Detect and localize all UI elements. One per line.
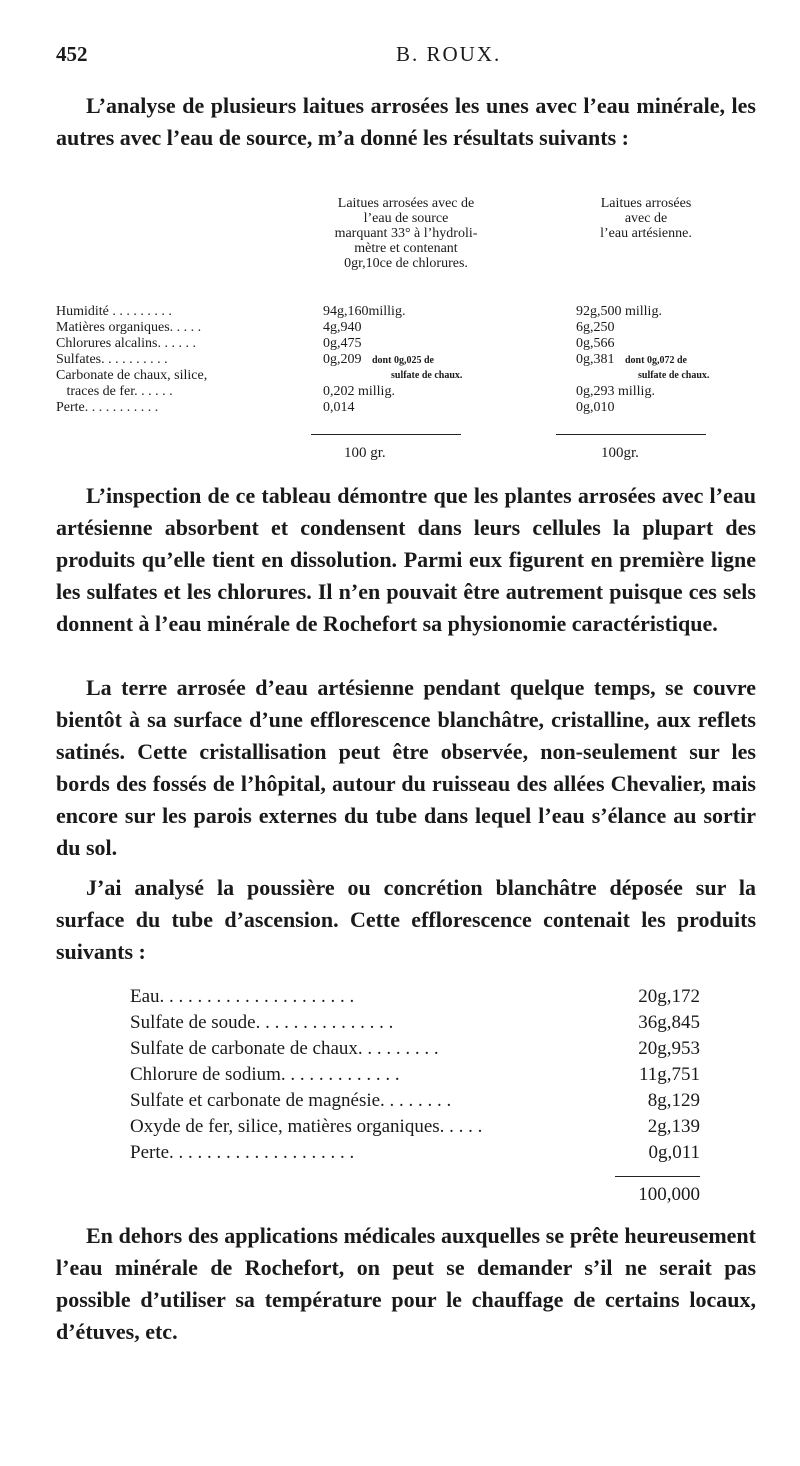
row-label: Humidité . . . . . . . . . [56,304,172,319]
page-number: 452 [56,42,88,66]
row-value-artesian-text: 0g,381 [576,352,615,367]
row-value: 20g,953 [638,1038,700,1059]
row-note: dont 0g,072 de [625,355,687,366]
running-title: B. ROUX. [396,42,502,66]
table1-rule-artesian [556,434,706,435]
row-value-source-text: 0g,209 [323,352,362,367]
row-label: Sulfate et carbonate de magnésie. . . . . . . . [130,1090,452,1111]
paragraph-inspection [56,480,756,640]
row-note: sulfate de chaux. [638,370,710,381]
table-row [130,1064,700,1090]
row-value: 36g,845 [638,1012,700,1033]
row-value: 2g,139 [647,1116,700,1137]
table-row [56,352,716,368]
table1-col2-header-line: l’eau artésienne. [600,226,692,241]
table1-col1-header-line: 0gr,10ce de chlorures. [344,256,468,271]
table1-col2-header-line: Laitues arrosées [600,196,692,211]
row-value-artesian: 6g,250 [576,320,615,335]
row-label: Chlorure de sodium. . . . . . . . . . . . . [130,1064,400,1085]
paragraph-intro-text: L’analyse de plusieurs laitues arrosées les unes avec l’eau minérale, les autres avec l’eau de source, m’a donné les résultats suivants : [56,93,756,150]
table-row [130,1116,700,1142]
row-label: Perte. . . . . . . . . . . . . . . . . . . . [130,1142,355,1163]
table1-rule-source [311,434,461,435]
row-label: Matières organiques. . . . . [56,320,202,335]
row-value: 8g,129 [647,1090,700,1111]
row-value-source: 0,014 [323,400,355,415]
table-row [130,1038,700,1064]
table-row [56,320,716,336]
row-value-artesian: 0g,010 [576,400,615,415]
row-value-artesian: 0g,293 millig. [576,384,655,399]
paragraph-intro [56,90,756,154]
page-header [56,42,756,72]
table-row [130,986,700,1012]
row-value: 0g,011 [648,1142,700,1163]
table1-col2-header-line: avec de [624,211,668,226]
table1-total-source: 100 gr. [344,445,386,461]
table2-total-rule [615,1176,700,1177]
row-value-source [323,352,434,368]
paragraph-inspection-text: L’inspection de ce tableau démontre que les plantes arrosées avec l’eau artésienne absorbent et condensent dans leurs cellules la plupart des produits qu’elle tient en dissolution. Parmi eux figurent en première ligne les sulfates et les chlorures. Il n’en pouvait être autrement puisque ces sels donnent à l’eau minérale de Rochefort sa physionomie caractéristique. [56,483,756,636]
paragraph-efflorescence [56,672,756,864]
row-label: Sulfates. . . . . . . . . . [56,352,168,367]
row-value-source: 94g,160millig. [323,304,406,319]
row-label: Eau. . . . . . . . . . . . . . . . . . . . . [130,986,355,1007]
table1-col1-header [306,196,506,271]
table1-col1-header-line: Laitues arrosées avec de [337,196,475,211]
paragraph-conclusion-text: En dehors des applications médicales auxquelles se prête heureusement l’eau minérale de Rochefort, on peut se demander s’il ne serait pas possible d’utiliser sa température pour le chauffage de certains locaux, d’étuves, etc. [56,1223,756,1344]
table1-col1-header-line: mètre et contenant [354,241,458,256]
paragraph-analysis-text: J’ai analysé la poussière ou concrétion blanchâtre déposée sur la surface du tube d’ascension. Cette efflorescence contenait les produits suivants : [56,875,756,964]
row-value-source: 4g,940 [323,320,362,335]
table-row [130,1012,700,1038]
table-row [130,1090,700,1116]
row-note: dont 0g,025 de [372,355,434,366]
table-row [56,384,716,400]
row-value-artesian [576,352,687,368]
table1-col1-header-line: marquant 33° à l’hydroli- [334,226,478,241]
paragraph-analysis [56,872,756,968]
table-row [56,304,716,320]
table1-total-artesian: 100gr. [601,445,639,461]
row-label: traces de fer. . . . . . [56,384,173,399]
table-row [56,400,716,416]
table-row [130,1142,700,1168]
row-value-source: 0g,475 [323,336,362,351]
row-label: Carbonate de chaux, silice, [56,368,208,383]
row-note: sulfate de chaux. [391,370,463,381]
row-value-artesian: 0g,566 [576,336,615,351]
table1-col1-header-line: l’eau de source [363,211,449,226]
row-label: Chlorures alcalins. . . . . . [56,336,196,351]
row-label: Sulfate de carbonate de chaux. . . . . . . . . [130,1038,439,1059]
table-row [56,336,716,352]
paragraph-conclusion [56,1220,756,1348]
row-label: Perte. . . . . . . . . . . [56,400,159,415]
table2-total: 100,000 [638,1184,700,1205]
row-value: 20g,172 [638,986,700,1007]
table1-col2-header [576,196,716,241]
table-row [56,368,716,384]
row-label: Sulfate de soude. . . . . . . . . . . . . . . [130,1012,394,1033]
row-value: 11g,751 [638,1064,700,1085]
row-label: Oxyde de fer, silice, matières organiques. . . . . [130,1116,483,1137]
row-value-artesian: 92g,500 millig. [576,304,662,319]
paragraph-efflorescence-text: La terre arrosée d’eau artésienne pendant quelque temps, se couvre bientôt à sa surface d’une efflorescence blanchâtre, cristalline, aux reflets satinés. Cette cristallisation peut être observée, non-seulement sur les bords des fossés de l’hôpital, autour du ruisseau des allées Chevalier, mais encore sur les parois externes du tube dans lequel l’eau s’élance au sortir du sol. [56,675,756,860]
row-value-source: 0,202 millig. [323,384,395,399]
